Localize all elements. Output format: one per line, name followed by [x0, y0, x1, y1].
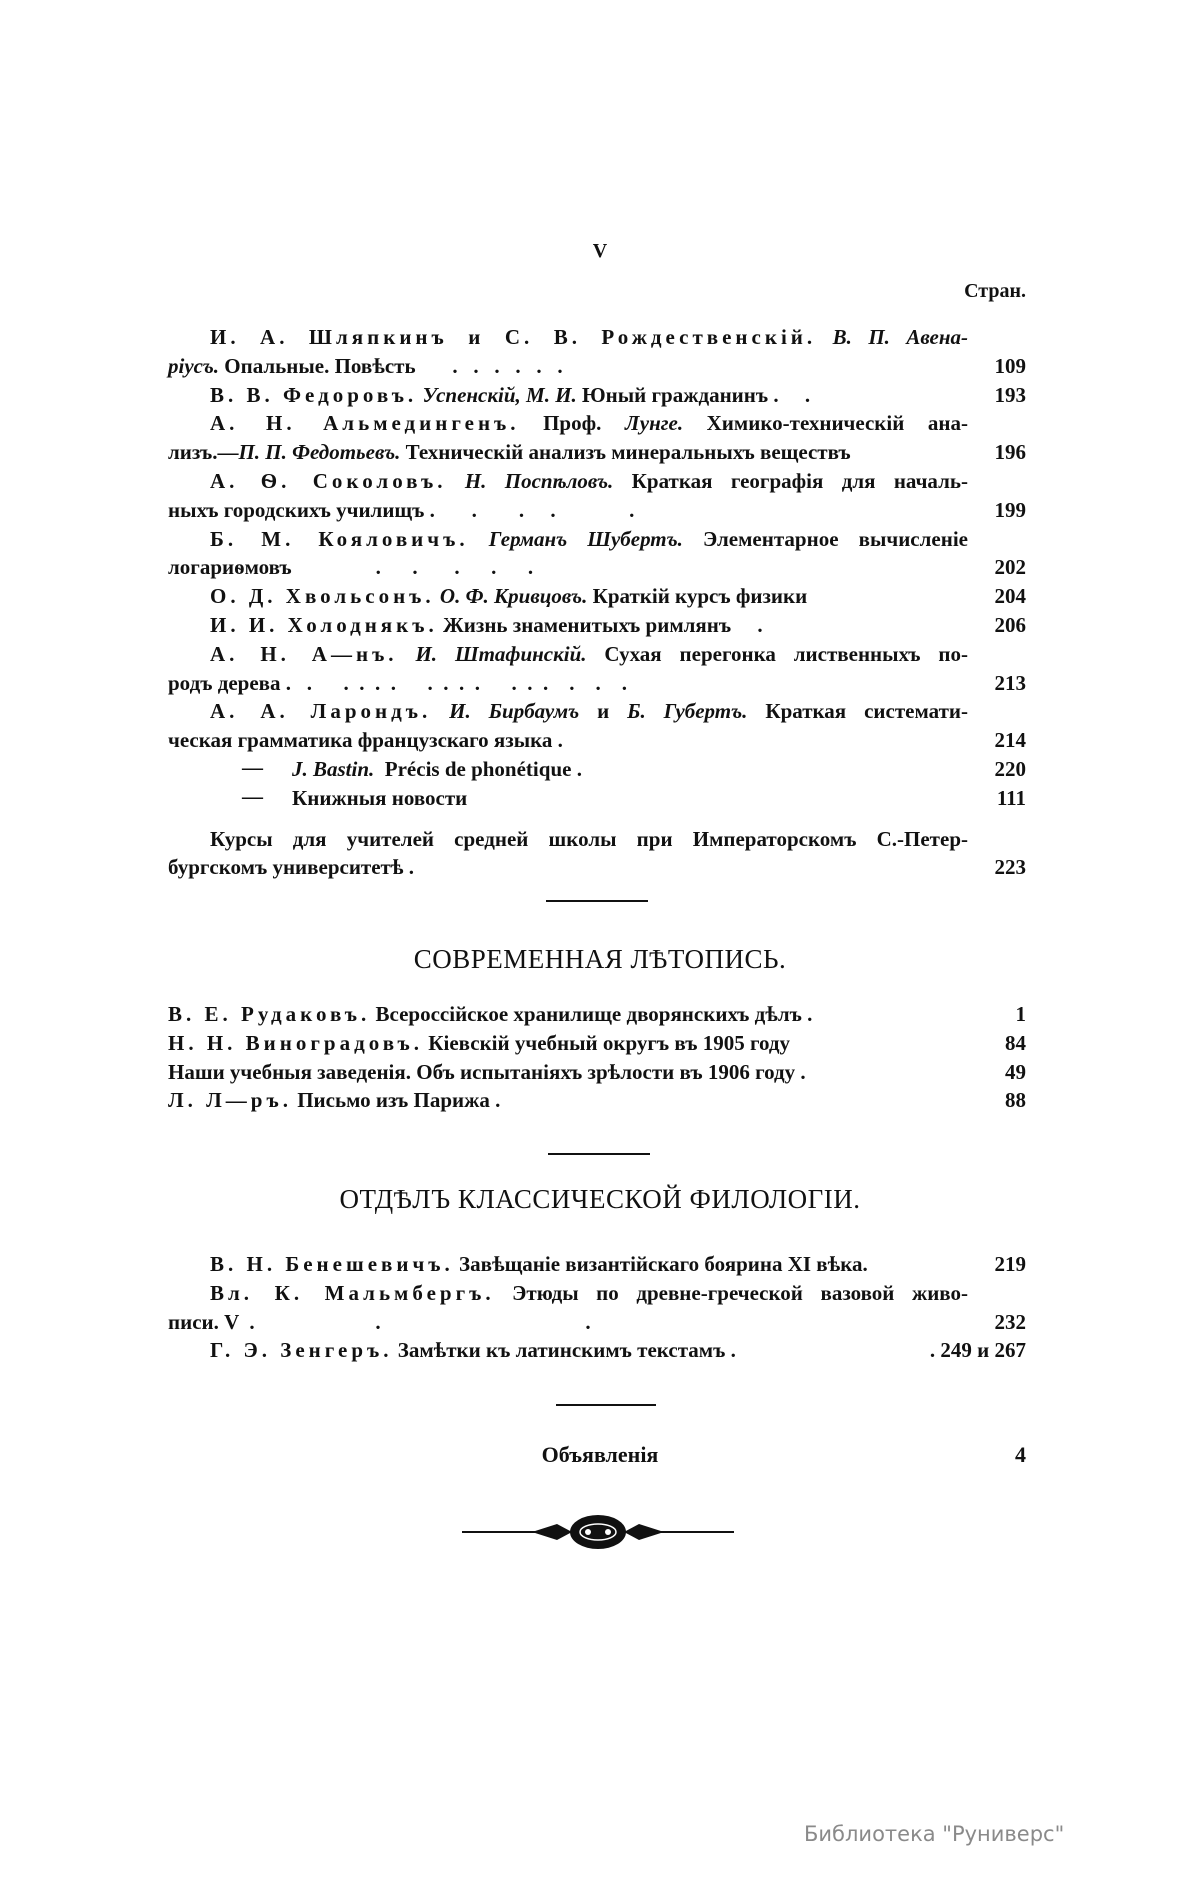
- entry-title: Химико-техническій ана-: [683, 411, 968, 436]
- entry-title: Всероссійское хранилище дворянскихъ дѣлъ .: [370, 1002, 813, 1026]
- entry-page-number: 84: [1005, 1030, 1026, 1055]
- toc-entry-line: [292, 784, 467, 812]
- toc-entry-line: [168, 1086, 500, 1114]
- entry-reviewed-author: Лунге.: [624, 411, 684, 436]
- toc-entry-line: [168, 352, 563, 380]
- entry-page-number: 206: [994, 613, 1026, 637]
- toc-entry-line: [168, 726, 563, 754]
- entry-author: А. Н. А—нъ.: [210, 641, 398, 666]
- ditto-dash: —: [242, 755, 263, 779]
- entry-title: Техническій анализъ минеральныхъ веществъ: [400, 440, 851, 465]
- entry-title: Завѣщаніе византійскаго боярина XI вѣка.: [453, 1252, 868, 1276]
- entry-author: И. А. Шляпкинъ и С. В. Рождественскій.: [210, 325, 817, 349]
- entry-page-number: 223: [994, 855, 1026, 880]
- entry-page-number: 49: [1005, 1059, 1026, 1084]
- toc-entry-line: [210, 1250, 868, 1278]
- entry-title: Наши учебныя заведенія. Объ испытаніяхъ зрѣлости въ 1906 году .: [168, 1059, 806, 1084]
- entry-reviewed-author: О. Ф. Кривцовъ.: [434, 584, 588, 609]
- entry-author: Б. М. Кояловичъ.: [210, 526, 469, 551]
- entry-title: логариѳмовъ . . . . .: [168, 555, 534, 580]
- entry-page-number: 111: [996, 785, 1026, 810]
- section-divider: [556, 1404, 656, 1406]
- toc-entry-line: [210, 697, 968, 725]
- entry-page-number: 232: [994, 1309, 1026, 1334]
- entry-page-number: . 249 и 267: [929, 1338, 1026, 1363]
- entry-title: лизъ.—: [168, 440, 239, 465]
- entry-title: Краткая системати-: [747, 699, 969, 724]
- entry-author: В. Н. Бенешевичъ.: [210, 1252, 454, 1276]
- entry-page-number: 193: [994, 382, 1026, 407]
- entry-reviewed-author: Успенскій, М. И.: [417, 382, 577, 407]
- toc-entry-line: [210, 381, 810, 409]
- entry-title: ныхъ городскихъ училищъ . . . . .: [168, 497, 635, 522]
- entry-reviewed-author: П. П. Федотьевъ.: [238, 440, 401, 465]
- entry-title: Элементарное вычисленіе: [682, 526, 968, 551]
- advertisements-label: Объявленія: [541, 1442, 659, 1467]
- toc-entry-line: [168, 1308, 591, 1336]
- entry-page-number: 214: [994, 728, 1026, 753]
- entry-page-number: 196: [994, 440, 1026, 465]
- toc-entry-line: [292, 755, 582, 783]
- entry-title: Этюды по древне-греческой вазовой живо-: [494, 1280, 968, 1305]
- toc-entry-line: [168, 1058, 806, 1086]
- entry-reviewed-author: J. Bastin.: [292, 757, 375, 781]
- entry-title: ческая грамматика французскаго языка .: [168, 728, 563, 753]
- toc-entry-line: [210, 825, 968, 853]
- entry-author: Вл. К. Мальмбергъ.: [210, 1280, 495, 1305]
- column-header-pages: Стран.: [964, 280, 1026, 302]
- entry-reviewed-author: Б. Губертъ.: [627, 699, 748, 724]
- entry-title: Письмо изъ Парижа .: [291, 1088, 501, 1113]
- toc-entry-line: [210, 525, 968, 553]
- entry-title: бургскомъ университетѣ .: [168, 855, 414, 880]
- entry-page-number: 219: [994, 1252, 1026, 1276]
- entry-page-number: 213: [994, 670, 1026, 695]
- entry-author: В. Е. Рудаковъ.: [168, 1002, 371, 1026]
- toc-entry-line: [210, 323, 968, 351]
- entry-title: Замѣтки къ латинскимъ текстамъ .: [392, 1338, 736, 1363]
- entry-author: И. И. Холоднякъ.: [210, 613, 438, 637]
- entry-title: Юный гражданинъ . .: [576, 382, 811, 407]
- entry-title: Краткая географія для началь-: [613, 469, 968, 493]
- entry-page-number: 1: [1015, 1002, 1026, 1026]
- entry-title: Краткій курсъ физики: [587, 584, 808, 609]
- entry-reviewed-author: И. Штафинскій.: [397, 641, 587, 666]
- toc-entry-line: [168, 669, 627, 697]
- entry-author: О. Д. Хвольсонъ.: [210, 584, 435, 609]
- entry-title: Кіевскій учебный округъ въ 1905 году: [423, 1030, 790, 1055]
- entry-author: Н. Н. Виноградовъ.: [168, 1030, 424, 1055]
- entry-page-number: 109: [994, 353, 1026, 378]
- entry-reviewed-author: ріусъ.: [168, 353, 220, 378]
- entry-page-number: 199: [994, 497, 1026, 522]
- toc-entry-line: [210, 409, 968, 437]
- toc-entry-line: [210, 1279, 968, 1307]
- toc-entry-line: [210, 1336, 736, 1364]
- entry-page-number: 220: [994, 757, 1026, 781]
- entry-reviewed-author: Н. Поспѣловъ.: [446, 469, 614, 493]
- ornament-icon: [462, 1512, 734, 1552]
- entry-author: А. Ѳ. Соколовъ.: [210, 469, 447, 493]
- entry-author: Г. Э. Зенгеръ.: [210, 1338, 393, 1363]
- entry-page-number: 88: [1005, 1088, 1026, 1113]
- toc-entry-line: [168, 496, 634, 524]
- entry-title: Книжныя новости: [292, 785, 468, 810]
- entry-author: А. Н. Альмедингенъ.: [210, 411, 520, 436]
- advertisements-page: 4: [1015, 1442, 1026, 1467]
- section-heading-chronicle: СОВРЕМЕННАЯ ЛѢТОПИСЬ.: [413, 944, 787, 974]
- entry-reviewed-author: И. Бирбаумъ: [431, 699, 580, 724]
- entry-page-number: 202: [994, 555, 1026, 580]
- toc-entry-line: [168, 553, 533, 581]
- toc-entry-line: [168, 1000, 812, 1028]
- toc-entry-line: [168, 438, 851, 466]
- library-watermark: Библиотека "Руниверс": [804, 1822, 1065, 1846]
- entry-title: писи. V . . .: [168, 1309, 591, 1334]
- entry-title: Проф.: [519, 411, 625, 436]
- toc-entry-line: [210, 582, 807, 610]
- toc-entry-line: [210, 640, 968, 668]
- entry-author: Л. Л—ръ.: [168, 1088, 292, 1113]
- entry-title: Курсы для учителей средней школы при Императорскомъ С.-Петер-: [210, 826, 968, 851]
- section-divider: [548, 1153, 650, 1155]
- page-number: V: [592, 240, 608, 262]
- entry-title: родъ дерева . . . . . . . . . . . . . . . .: [168, 670, 627, 695]
- section-divider: [546, 900, 648, 902]
- toc-entry-line: [210, 611, 763, 639]
- entry-reviewed-author: Германъ Шубертъ.: [468, 526, 683, 551]
- entry-reviewed-author: В. П. Авена-: [816, 325, 968, 349]
- entry-title: Сухая перегонка лиственныхъ по-: [586, 641, 968, 666]
- entry-author: А. А. Ларондъ.: [210, 699, 432, 724]
- toc-entry-line: [210, 467, 968, 495]
- ditto-dash: —: [242, 783, 263, 808]
- entry-title: и: [579, 699, 628, 724]
- section-heading-classical-philology: ОТДѢЛЪ КЛАССИЧЕСКОЙ ФИЛОЛОГІИ.: [339, 1184, 861, 1214]
- entry-page-number: 204: [994, 584, 1026, 609]
- toc-entry-line: [168, 1029, 790, 1057]
- entry-title: Опальные. Повѣсть . . . . . .: [219, 353, 563, 378]
- entry-title: Précis de phonétique .: [374, 757, 582, 781]
- toc-entry-line: [168, 853, 414, 881]
- entry-author: В. В. Федоровъ.: [210, 382, 418, 407]
- entry-title: Жизнь знаменитыхъ римлянъ .: [437, 613, 763, 637]
